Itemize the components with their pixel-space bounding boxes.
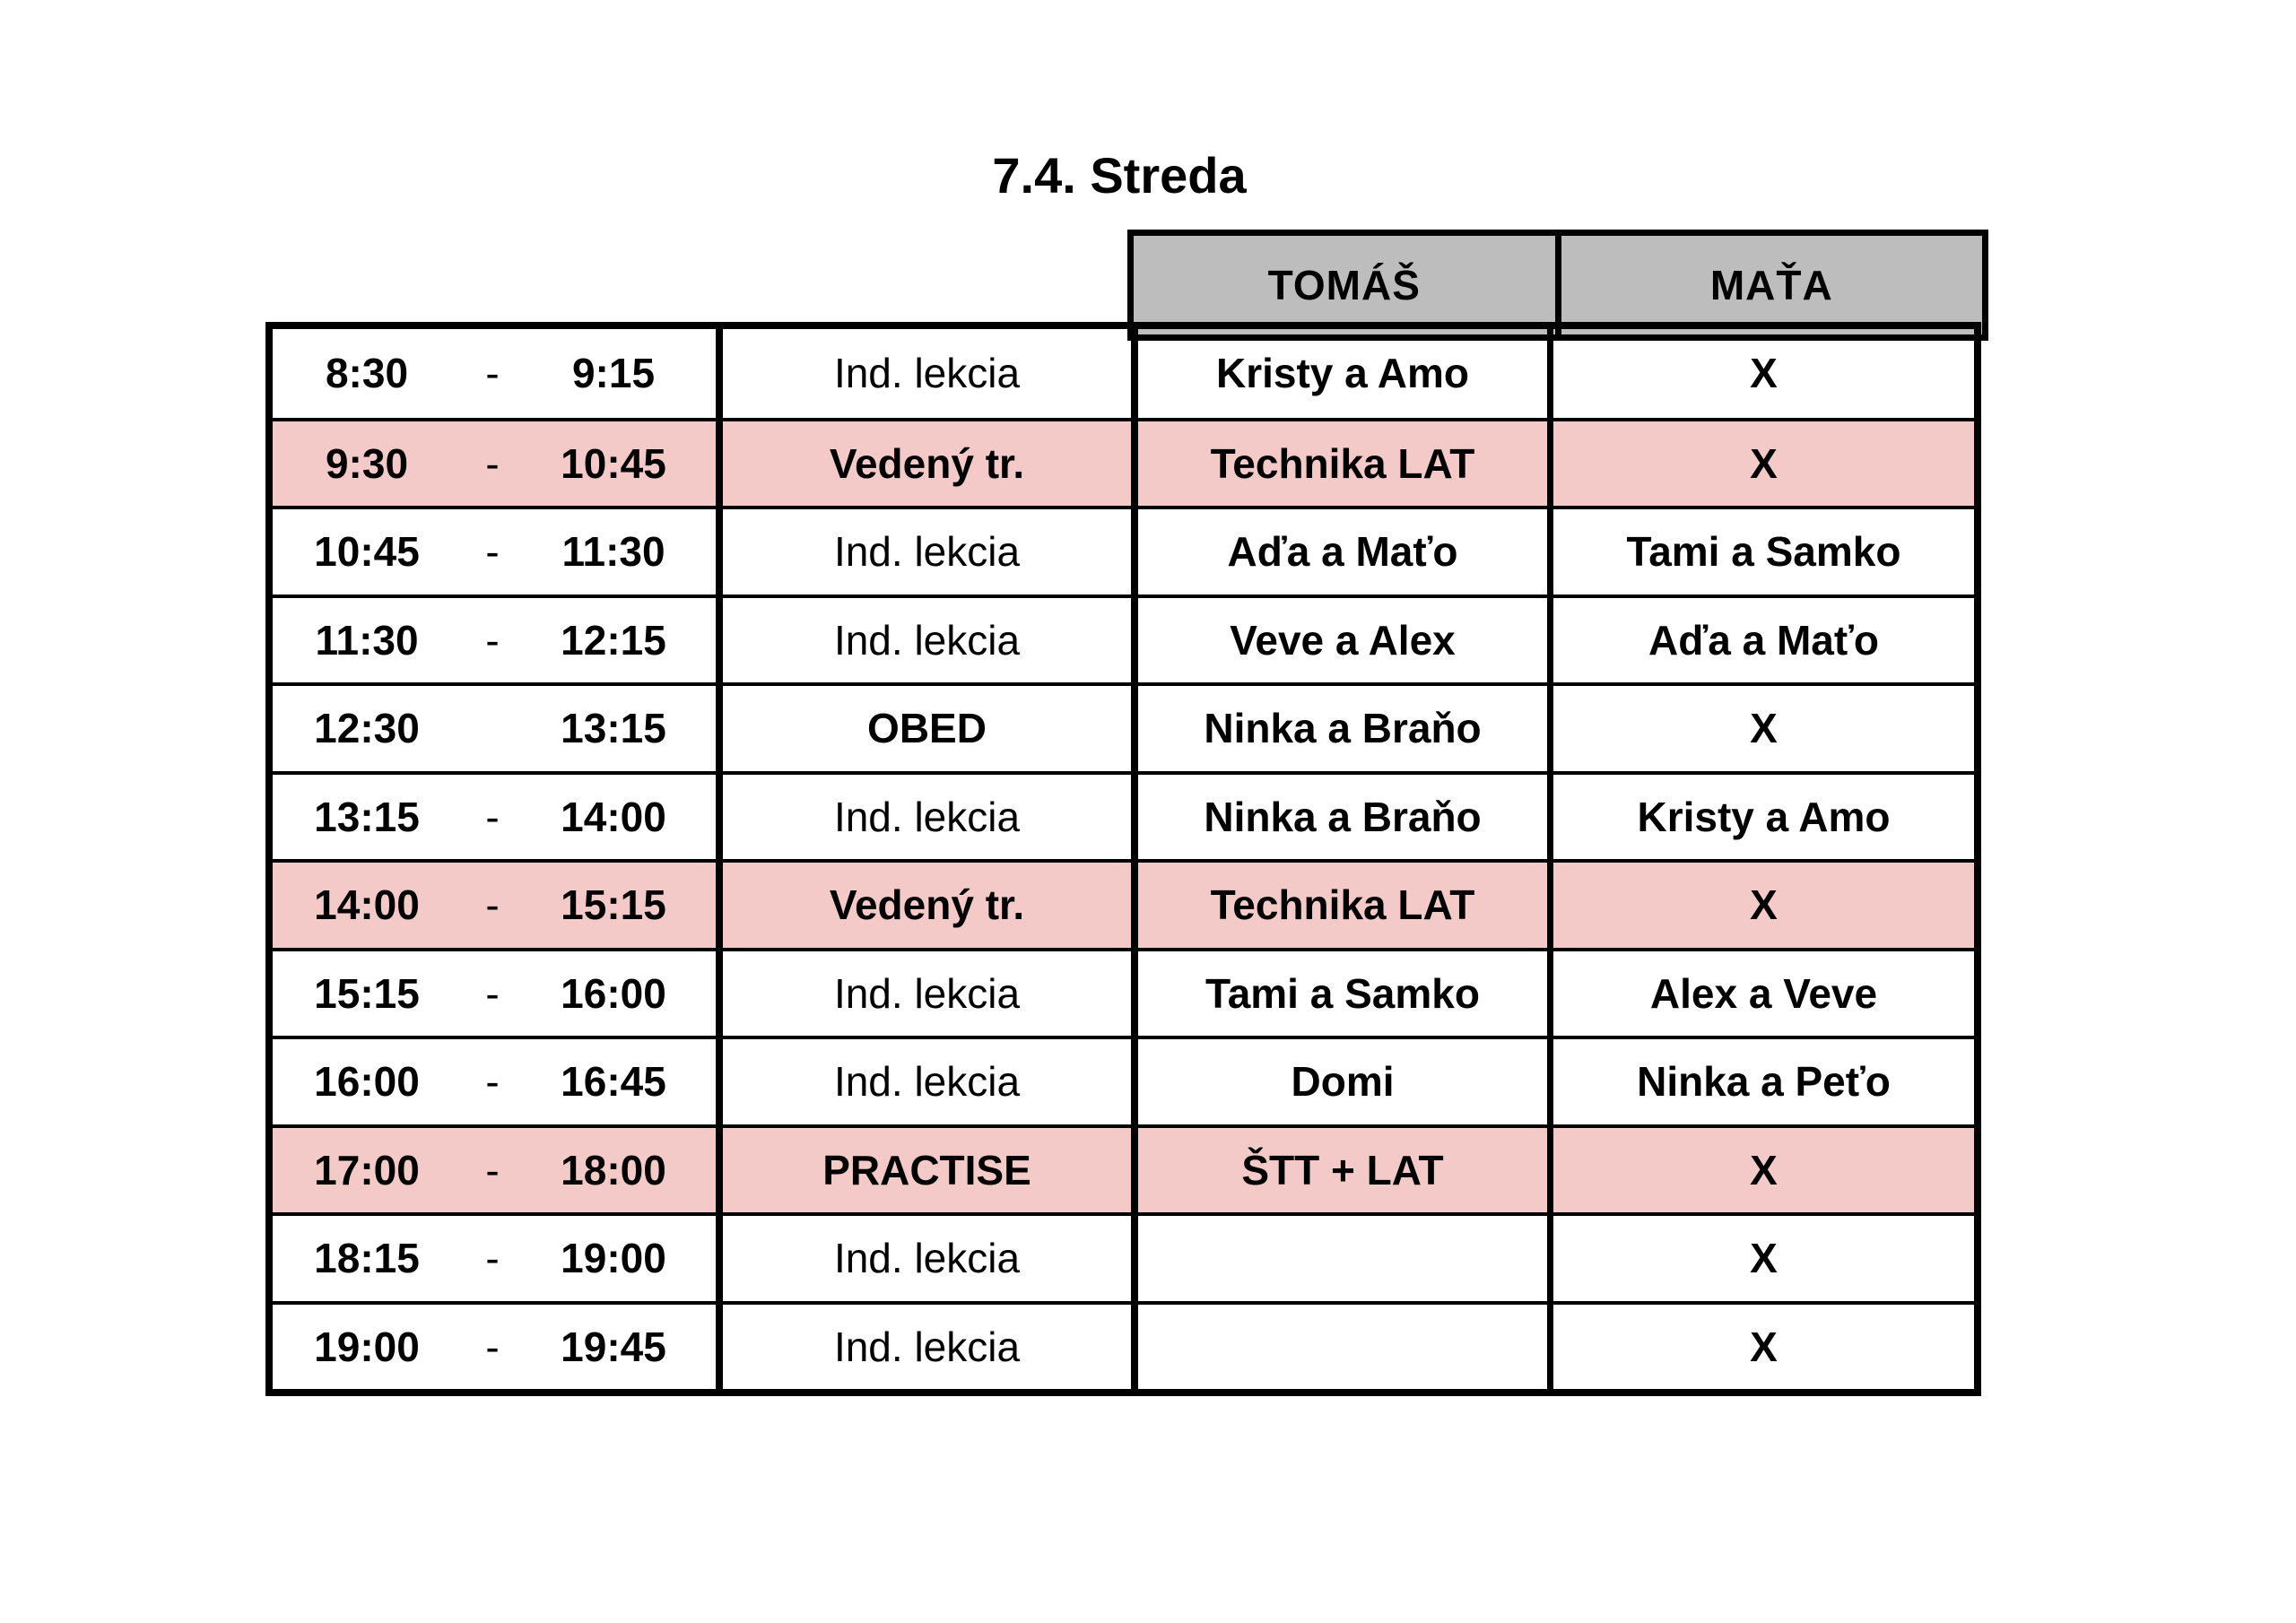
tomas-cell: Kristy a Amo <box>1131 329 1547 418</box>
time-separator: - <box>485 969 500 1017</box>
header-mata: MAŤA <box>1555 236 1983 334</box>
start-time: 11:30 <box>315 616 419 664</box>
header-tomas: TOMÁŠ <box>1267 262 1421 308</box>
time-cell <box>273 951 716 1037</box>
schedule-table <box>265 322 1981 1396</box>
time-cell <box>273 863 716 948</box>
time-separator: - <box>485 881 500 929</box>
table-row <box>273 771 1974 860</box>
time-cell <box>273 509 716 595</box>
end-time: 16:00 <box>561 969 666 1017</box>
end-time: 19:45 <box>561 1323 666 1370</box>
mata-cell: X <box>1547 1128 1974 1213</box>
tomas-cell: Tami a Samko <box>1131 951 1547 1037</box>
time-cell <box>273 1128 716 1213</box>
page-title: 7.4. Streda <box>992 147 1247 204</box>
table-row <box>273 859 1974 948</box>
start-time: 14:00 <box>314 881 420 929</box>
session-type: Vedený tr. <box>716 863 1131 948</box>
end-time: 16:45 <box>561 1058 666 1106</box>
start-time: 10:45 <box>314 528 420 576</box>
start-time: 9:30 <box>325 439 409 487</box>
end-time: 15:15 <box>561 881 666 929</box>
start-time: 18:15 <box>314 1235 420 1282</box>
time-separator: - <box>485 1235 500 1282</box>
tomas-cell: Technika LAT <box>1131 863 1547 948</box>
time-cell <box>273 775 716 860</box>
table-row <box>273 948 1974 1037</box>
mata-cell: X <box>1547 863 1974 948</box>
table-row <box>273 1212 1974 1301</box>
mata-cell: X <box>1547 1305 1974 1390</box>
mata-cell: Ninka a Peťo <box>1547 1039 1974 1124</box>
mata-cell: Aďa a Maťo <box>1547 598 1974 683</box>
time-separator: - <box>485 350 500 397</box>
tomas-cell <box>1131 1216 1547 1301</box>
mata-cell: X <box>1547 686 1974 771</box>
time-cell <box>273 1039 716 1124</box>
session-type: Ind. lekcia <box>716 951 1131 1037</box>
tomas-cell: Ninka a Braňo <box>1131 686 1547 771</box>
time-cell <box>273 686 716 771</box>
mata-cell: Kristy a Amo <box>1547 775 1974 860</box>
start-time: 15:15 <box>314 969 420 1017</box>
table-row <box>273 506 1974 595</box>
end-time: 13:15 <box>561 705 666 752</box>
start-time: 12:30 <box>314 705 420 752</box>
start-time: 13:15 <box>314 793 420 840</box>
table-row <box>273 1036 1974 1124</box>
table-row <box>273 418 1974 507</box>
session-type: Ind. lekcia <box>716 598 1131 683</box>
session-type: Ind. lekcia <box>716 1305 1131 1390</box>
end-time: 9:15 <box>571 350 656 397</box>
time-separator <box>461 686 524 771</box>
time-cell <box>273 598 716 683</box>
time-separator: - <box>485 616 500 664</box>
mata-cell: X <box>1547 1216 1974 1301</box>
end-time: 10:45 <box>561 439 666 487</box>
session-type: Ind. lekcia <box>716 329 1131 418</box>
session-type: Ind. lekcia <box>716 509 1131 595</box>
table-row <box>273 595 1974 683</box>
start-time: 8:30 <box>325 350 409 397</box>
tomas-cell: Aďa a Maťo <box>1131 509 1547 595</box>
time-separator: - <box>485 1146 500 1193</box>
time-separator: - <box>485 1058 500 1106</box>
tomas-cell <box>1131 1305 1547 1390</box>
end-time: 18:00 <box>561 1146 666 1193</box>
start-time: 17:00 <box>314 1146 420 1193</box>
end-time: 11:30 <box>561 528 665 576</box>
time-cell <box>273 1216 716 1301</box>
time-separator: - <box>485 1323 500 1370</box>
session-type: Ind. lekcia <box>716 775 1131 860</box>
mata-cell: Tami a Samko <box>1547 509 1974 595</box>
time-cell <box>273 329 716 418</box>
tomas-cell: Veve a Alex <box>1131 598 1547 683</box>
mata-cell: X <box>1547 421 1974 507</box>
tomas-cell: Ninka a Braňo <box>1131 775 1547 860</box>
mata-cell: Alex a Veve <box>1547 951 1974 1037</box>
tomas-cell: ŠTT + LAT <box>1131 1128 1547 1213</box>
time-separator: - <box>485 793 500 840</box>
end-time: 12:15 <box>561 616 666 664</box>
session-type: Vedený tr. <box>716 421 1131 507</box>
session-type: PRACTISE <box>716 1128 1131 1213</box>
table-row <box>273 329 1974 418</box>
tomas-cell: Domi <box>1131 1039 1547 1124</box>
time-cell <box>273 421 716 507</box>
tomas-cell: Technika LAT <box>1131 421 1547 507</box>
start-time: 19:00 <box>314 1323 420 1370</box>
time-cell <box>273 1305 716 1390</box>
time-separator: - <box>485 528 500 576</box>
session-type: Ind. lekcia <box>716 1039 1131 1124</box>
start-time: 16:00 <box>314 1058 420 1106</box>
session-type: OBED <box>716 686 1131 771</box>
table-row <box>273 1124 1974 1213</box>
table-row <box>273 1301 1974 1390</box>
table-row <box>273 682 1974 771</box>
time-separator: - <box>485 439 500 487</box>
mata-cell: X <box>1547 329 1974 418</box>
session-type: Ind. lekcia <box>716 1216 1131 1301</box>
end-time: 14:00 <box>561 793 666 840</box>
end-time: 19:00 <box>561 1235 666 1282</box>
